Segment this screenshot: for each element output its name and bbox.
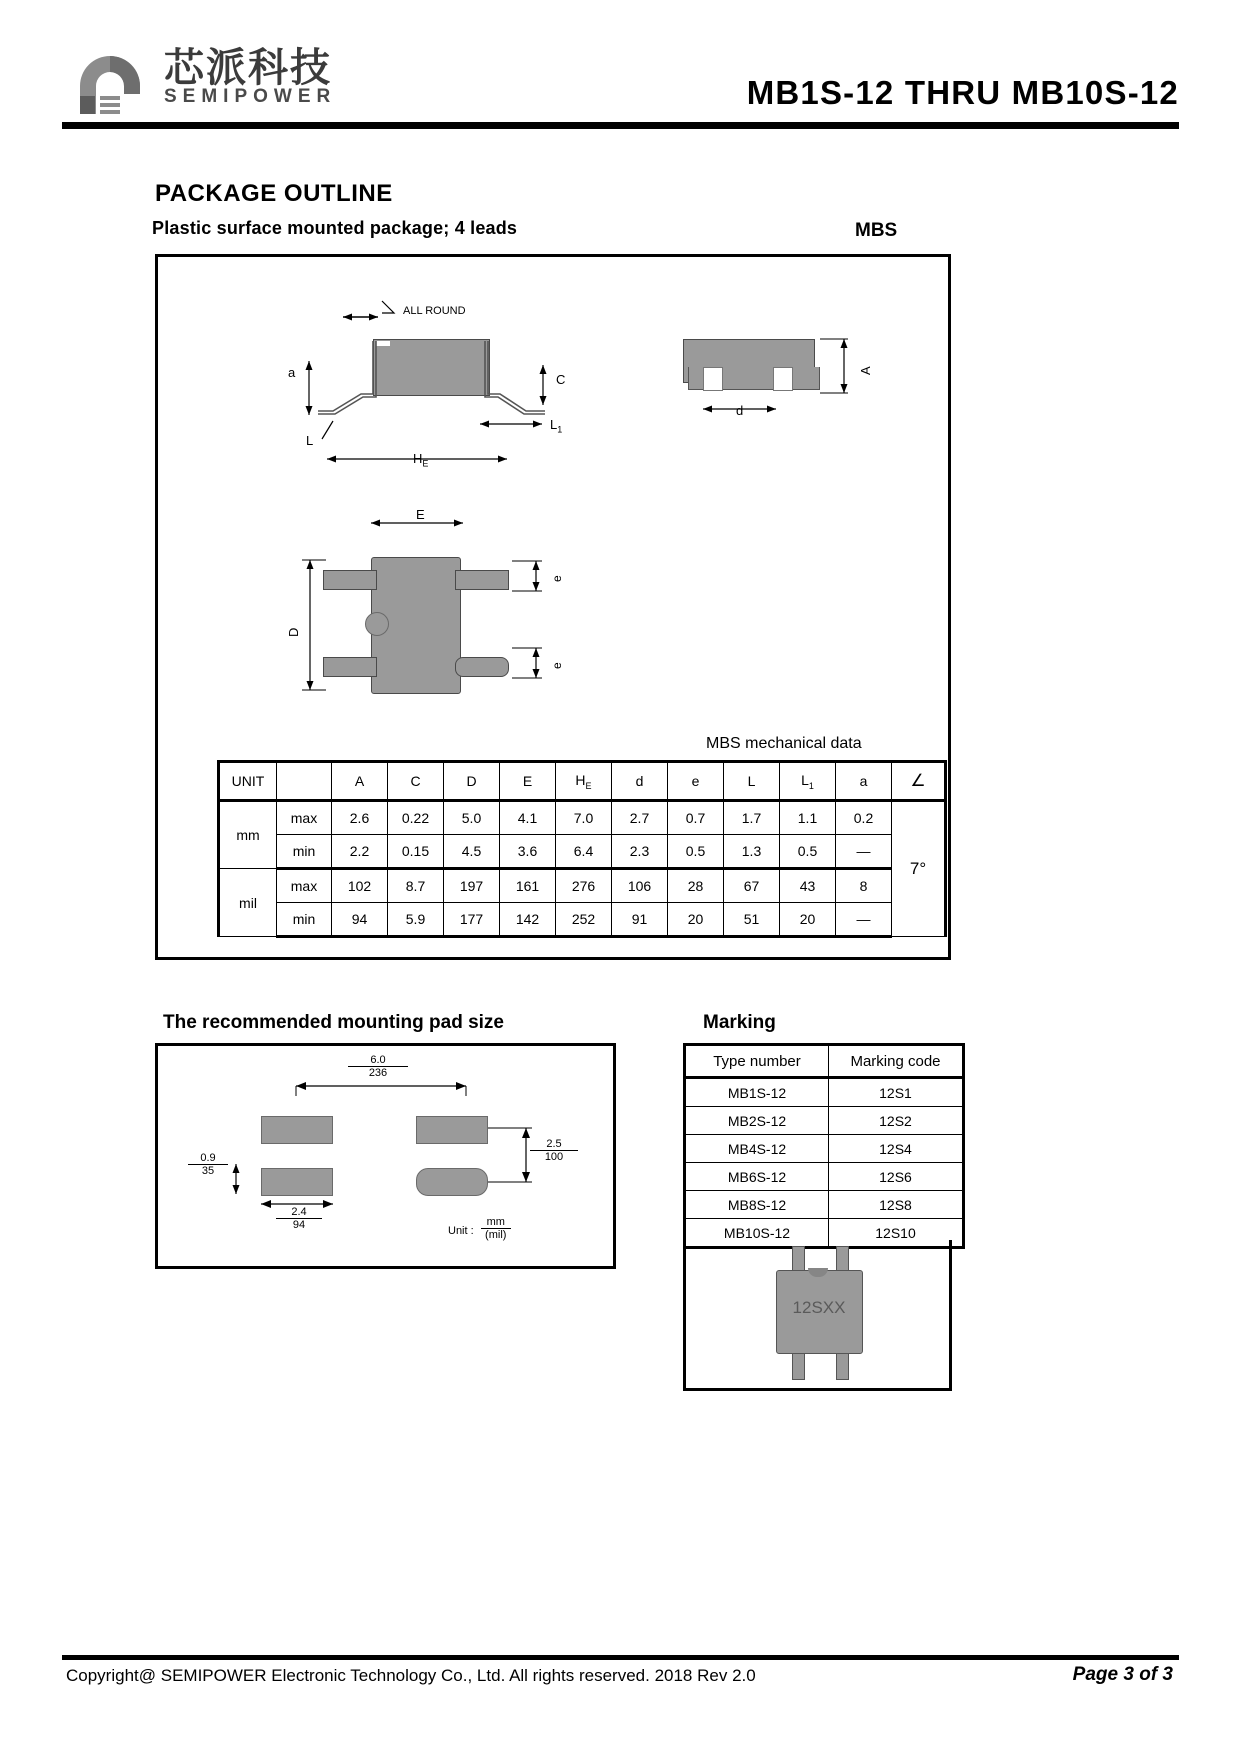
header-D: D <box>444 762 500 801</box>
mounting-pad-drawing <box>155 1043 616 1269</box>
semipower-logo-icon <box>72 32 154 114</box>
footer-divider <box>62 1655 1179 1660</box>
marking-package-illustration <box>683 1240 952 1391</box>
top-view-lead-1 <box>323 570 377 590</box>
cell-mil-min-a: — <box>836 903 892 937</box>
cell-mil-max-L1: 43 <box>780 869 836 903</box>
cell-mil-min-A: 94 <box>332 903 388 937</box>
label-e-small-2: e <box>550 662 564 669</box>
cell-mm-max-L1: 1.1 <box>780 801 836 835</box>
label-a: a <box>288 365 296 380</box>
dim-d-arrow <box>698 397 808 421</box>
end-view-lead-right <box>773 367 793 391</box>
cell-kind-min-mil: min <box>277 903 332 937</box>
pad-width-mil: 236 <box>348 1066 408 1079</box>
header-divider <box>62 122 1179 129</box>
pad-length-mm: 2.4 <box>291 1206 307 1218</box>
cell-mil-max-d: 106 <box>612 869 668 903</box>
marking-type-3: MB4S-12 <box>685 1135 829 1163</box>
cell-mm-min-HE: 6.4 <box>556 835 612 869</box>
pad-bottom-right <box>416 1168 488 1196</box>
cell-mil-min-L: 51 <box>724 903 780 937</box>
pad-unit-label: Unit : <box>448 1225 474 1237</box>
pad-thickness-dimension <box>188 1152 228 1177</box>
label-cap-a: A <box>858 366 873 375</box>
cell-mil-max-a: 8 <box>836 869 892 903</box>
marking-code-3: 12S4 <box>829 1135 964 1163</box>
package-type-label: MBS <box>855 220 898 241</box>
footer-copyright: Copyright@ SEMIPOWER Electronic Technology Co., Ltd. All rights reserved. 2018 Rev 2.0 <box>66 1666 756 1685</box>
table-row <box>219 869 946 903</box>
pad-unit-den: (mil) <box>481 1228 511 1241</box>
marking-pin-bottom-left <box>792 1352 805 1380</box>
label-he: $H_E$ <box>413 451 429 469</box>
pad-length-dimension <box>276 1206 322 1231</box>
pad-height-mm: 2.5 <box>546 1138 562 1150</box>
header-e: e <box>668 762 724 801</box>
cell-kind-max: max <box>277 801 332 835</box>
header-HE: $H_E$ <box>556 762 612 801</box>
cell-mm-min-A: 2.2 <box>332 835 388 869</box>
table-row <box>219 835 946 869</box>
label-c: C <box>556 372 566 387</box>
gull-wing-leads-icon <box>313 335 553 415</box>
header-L: L <box>724 762 780 801</box>
cell-unit-mm: mm <box>219 801 277 869</box>
top-view-lead-2 <box>323 657 377 677</box>
marking-header-row <box>685 1045 964 1078</box>
marking-pin-bottom-right <box>836 1352 849 1380</box>
header-C: C <box>388 762 444 801</box>
marking-header-code: Marking code <box>829 1045 964 1078</box>
cell-mil-max-A: 102 <box>332 869 388 903</box>
table-row <box>685 1107 964 1135</box>
label-d-side: D <box>286 627 301 637</box>
footer-page-number: Page 3 of 3 <box>1072 1664 1173 1685</box>
label-e-top: E <box>416 507 425 522</box>
marking-code-2: 12S2 <box>829 1107 964 1135</box>
cell-mil-max-L: 67 <box>724 869 780 903</box>
pad-height-dimension <box>530 1138 578 1163</box>
cell-mm-min-a: — <box>836 835 892 869</box>
pad-unit-fraction <box>481 1216 511 1241</box>
label-d-lower: d <box>736 403 744 418</box>
dim-c-arrow <box>533 357 573 415</box>
cell-mil-max-E: 161 <box>500 869 556 903</box>
logo-chinese-text: 芯派科技 <box>164 45 332 91</box>
header-d: d <box>612 762 668 801</box>
marking-table <box>683 1043 965 1249</box>
cell-mm-max-E: 4.1 <box>500 801 556 835</box>
pad-thickness-mm: 0.9 <box>200 1152 216 1164</box>
section-title-package-outline: PACKAGE OUTLINE <box>155 180 393 207</box>
table-row <box>685 1191 964 1219</box>
pad-unit-num: mm <box>486 1216 505 1228</box>
cell-kind-min: min <box>277 835 332 869</box>
marking-type-5: MB8S-12 <box>685 1191 829 1219</box>
cell-mil-max-D: 197 <box>444 869 500 903</box>
cell-mil-max-C: 8.7 <box>388 869 444 903</box>
dim-l-arrow <box>308 409 368 443</box>
cell-mm-min-L: 1.3 <box>724 835 780 869</box>
cell-mil-min-E: 142 <box>500 903 556 937</box>
page-header <box>0 0 1241 130</box>
cell-mil-max-e: 28 <box>668 869 724 903</box>
pad-height-mil: 100 <box>530 1150 578 1163</box>
top-view-lead-4 <box>455 657 509 677</box>
end-view-lead-left <box>703 367 723 391</box>
header-L1: $L_1$ <box>780 762 836 801</box>
header-A: A <box>332 762 388 801</box>
cell-mil-min-d: 91 <box>612 903 668 937</box>
header-blank <box>277 762 332 801</box>
dim-A-arrow <box>818 331 862 403</box>
cell-kind-max-mil: max <box>277 869 332 903</box>
cell-mm-min-D: 4.5 <box>444 835 500 869</box>
cell-mil-min-L1: 20 <box>780 903 836 937</box>
pad-bottom-left <box>261 1168 333 1196</box>
marking-type-1: MB1S-12 <box>685 1078 829 1107</box>
marking-code-4: 12S6 <box>829 1163 964 1191</box>
table-row <box>219 801 946 835</box>
marking-type-2: MB2S-12 <box>685 1107 829 1135</box>
pad-width-dimension <box>348 1054 408 1079</box>
cell-mm-max-L: 1.7 <box>724 801 780 835</box>
marking-type-6: MB10S-12 <box>685 1219 829 1248</box>
table-header-row <box>219 762 946 801</box>
company-logo <box>72 30 372 118</box>
cell-mil-min-HE: 252 <box>556 903 612 937</box>
pad-thickness-mil: 35 <box>188 1164 228 1177</box>
cell-mm-max-A: 2.6 <box>332 801 388 835</box>
pad-top-left <box>261 1116 333 1144</box>
cell-mm-max-d: 2.7 <box>612 801 668 835</box>
cell-mm-min-C: 0.15 <box>388 835 444 869</box>
label-l1: $L_1$ <box>550 417 563 435</box>
mechanical-data-table <box>217 760 947 938</box>
cell-mm-max-D: 5.0 <box>444 801 500 835</box>
cell-mm-min-e: 0.5 <box>668 835 724 869</box>
top-view-pin1-dot <box>365 612 389 636</box>
pad-top-right <box>416 1116 488 1144</box>
marking-code-5: 12S8 <box>829 1191 964 1219</box>
header-angle: ∠ <box>892 762 946 801</box>
marking-code-6: 12S10 <box>829 1219 964 1248</box>
cell-mil-min-D: 177 <box>444 903 500 937</box>
cell-mm-max-a: 0.2 <box>836 801 892 835</box>
table-row <box>685 1163 964 1191</box>
pad-width-mm: 6.0 <box>370 1054 386 1066</box>
cell-mil-min-e: 20 <box>668 903 724 937</box>
header-a: a <box>836 762 892 801</box>
marking-code-1: 12S1 <box>829 1078 964 1107</box>
cell-angle-value: 7° <box>892 801 946 937</box>
cell-unit-mil: mil <box>219 869 277 937</box>
cell-mm-max-C: 0.22 <box>388 801 444 835</box>
cell-mm-min-L1: 0.5 <box>780 835 836 869</box>
cell-mm-max-HE: 7.0 <box>556 801 612 835</box>
pad-unit-note <box>448 1212 507 1241</box>
cell-mm-max-e: 0.7 <box>668 801 724 835</box>
table-row <box>685 1078 964 1107</box>
cell-mil-max-HE: 276 <box>556 869 612 903</box>
top-view-lead-3 <box>455 570 509 590</box>
table-row <box>685 1135 964 1163</box>
mechanical-data-caption: MBS mechanical data <box>706 735 862 752</box>
marking-package-code-text: 12SXX <box>792 1298 846 1317</box>
section-subtitle-plastic-package: Plastic surface mounted package; 4 leads <box>152 218 518 238</box>
label-l: L <box>306 433 314 448</box>
cell-mm-min-d: 2.3 <box>612 835 668 869</box>
part-number-title: MB1S-12 THRU MB10S-12 <box>746 74 1179 111</box>
section-title-marking: Marking <box>703 1012 776 1033</box>
label-e-small-1: e <box>550 575 564 582</box>
label-all-round: ALL ROUND <box>403 305 466 317</box>
marking-header-type: Type number <box>685 1045 829 1078</box>
section-title-mounting-pad: The recommended mounting pad size <box>163 1012 504 1033</box>
pad-length-mil: 94 <box>276 1218 322 1231</box>
logo-english-text: SEMIPOWER <box>164 86 337 107</box>
table-row <box>219 903 946 937</box>
header-unit: UNIT <box>219 762 277 801</box>
cell-mil-min-C: 5.9 <box>388 903 444 937</box>
header-E: E <box>500 762 556 801</box>
marking-type-4: MB6S-12 <box>685 1163 829 1191</box>
cell-mm-min-E: 3.6 <box>500 835 556 869</box>
